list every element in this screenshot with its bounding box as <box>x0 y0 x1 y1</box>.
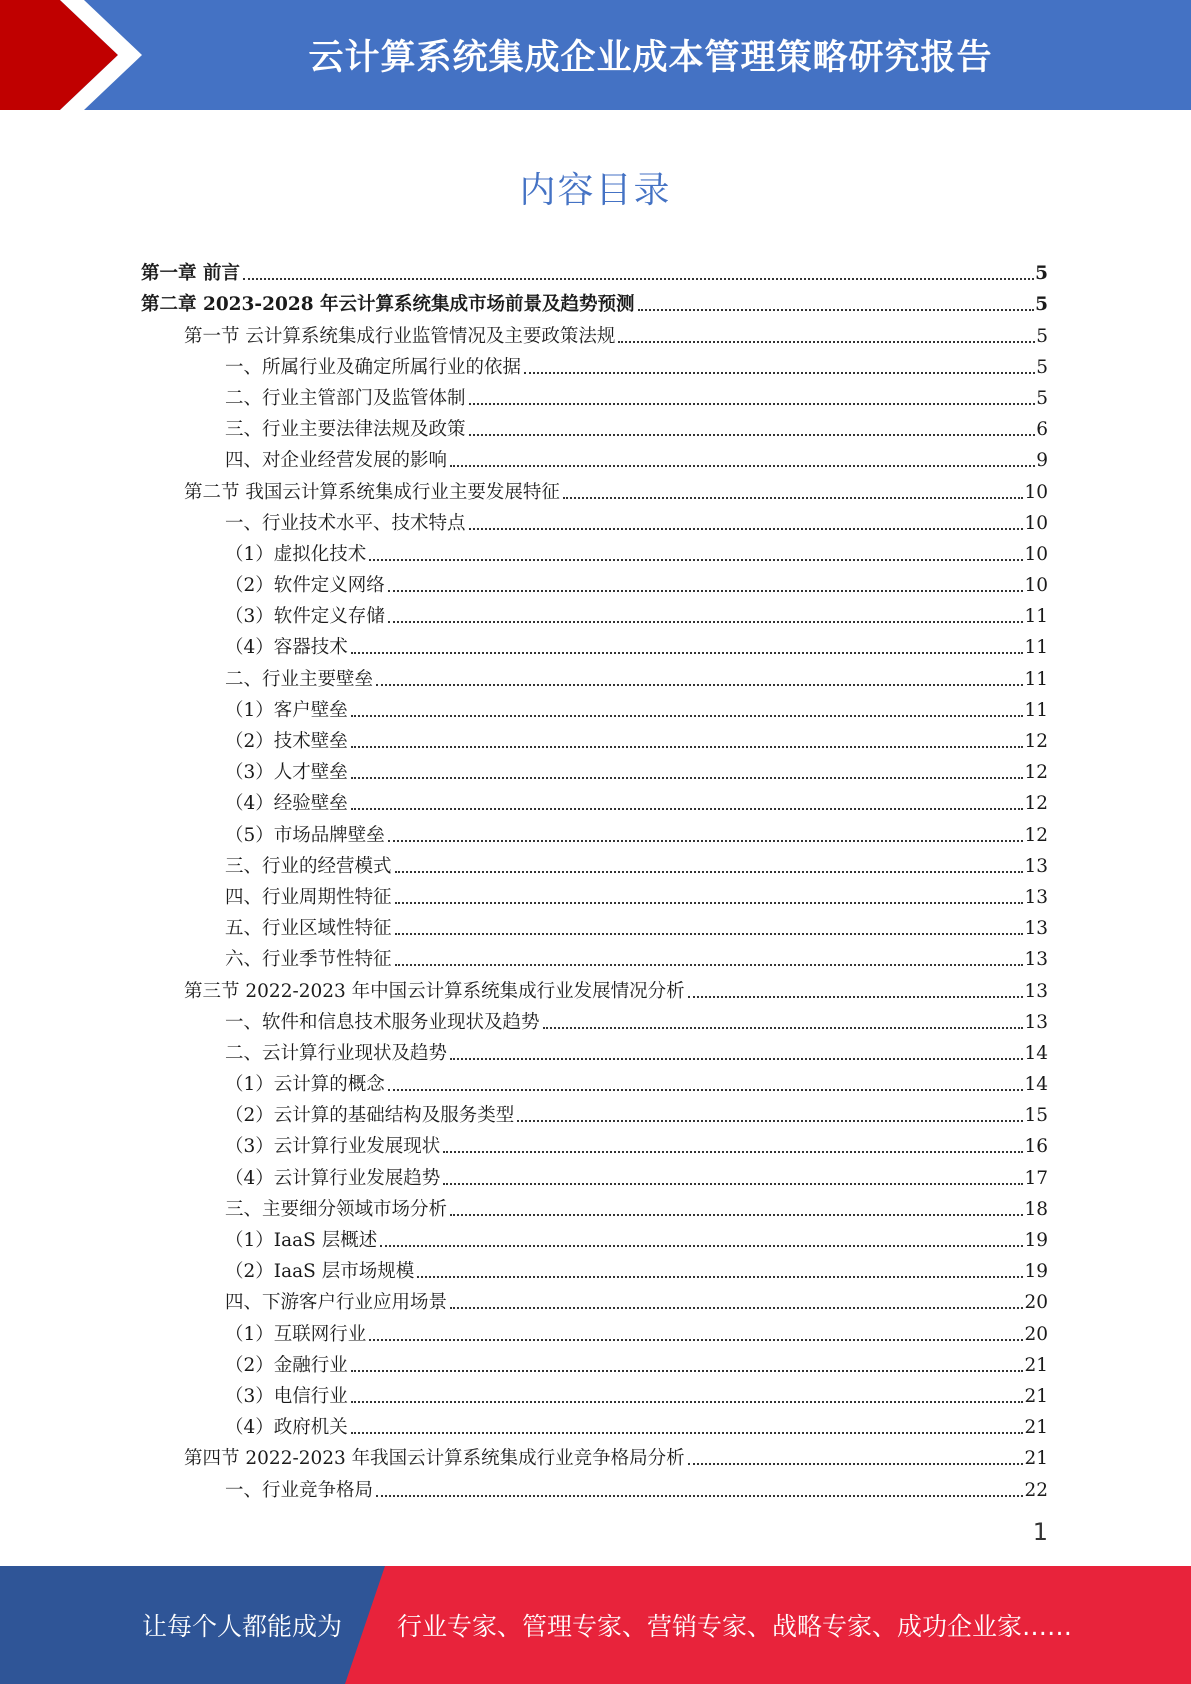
toc-entry-title: （2）IaaS 层市场规模 <box>225 1261 415 1283</box>
dot-leader <box>395 871 1024 873</box>
dot-leader <box>395 964 1024 966</box>
footer-slogan-right: 行业专家、管理专家、营销专家、战略专家、成功企业家…… <box>397 1612 1073 1641</box>
toc-entry[interactable] <box>141 1470 1048 1501</box>
dot-leader <box>688 1463 1024 1465</box>
toc-entry-page: 12 <box>1024 731 1048 752</box>
dot-leader <box>388 590 1024 592</box>
toc-entry-page: 19 <box>1024 1230 1048 1251</box>
toc-entry-title: （2）技术壁垒 <box>225 731 348 752</box>
toc-entry-page: 10 <box>1024 575 1048 597</box>
toc-entry-title: 一、行业竞争格局 <box>225 1479 374 1501</box>
toc-entry-title: （1）虚拟化技术 <box>225 543 367 565</box>
footer-banner <box>0 1566 1191 1684</box>
toc-entry-title: （5）市场品牌壁垒 <box>225 824 385 846</box>
toc-entry-title: 第二节 我国云计算系统集成行业主要发展特征 <box>184 481 560 503</box>
dot-leader <box>351 746 1024 748</box>
toc-entry-page: 5 <box>1036 356 1048 378</box>
dot-leader <box>351 1432 1024 1434</box>
toc-entry-title: 五、行业区域性特征 <box>225 918 392 940</box>
dot-leader <box>618 341 1035 343</box>
toc-entry-page: 5 <box>1035 294 1048 316</box>
toc-entry[interactable] <box>141 1003 1048 1034</box>
dot-leader <box>517 1120 1023 1122</box>
toc-entry[interactable] <box>141 410 1048 441</box>
dot-leader <box>351 777 1024 779</box>
toc-entry-title: 四、下游客户行业应用场景 <box>225 1292 448 1314</box>
toc-entry[interactable] <box>141 566 1048 597</box>
toc-entry[interactable] <box>141 1065 1048 1096</box>
toc-entry-title: 一、软件和信息技术服务业现状及趋势 <box>225 1011 540 1033</box>
toc-entry-page: 12 <box>1024 762 1048 784</box>
toc-entry-title: （2）金融行业 <box>225 1354 348 1376</box>
page-number: 1 <box>1032 1518 1048 1546</box>
toc-entry-title: 第一节 云计算系统集成行业监管情况及主要政策法规 <box>184 325 616 347</box>
dot-leader <box>388 840 1024 842</box>
dot-leader <box>469 434 1036 436</box>
toc-entry[interactable] <box>141 1034 1048 1065</box>
toc-entry[interactable] <box>141 1346 1048 1377</box>
toc-heading: 内容目录 <box>519 170 672 211</box>
toc-entry-page: 13 <box>1024 949 1048 971</box>
dot-leader <box>543 1027 1024 1029</box>
toc-entry-page: 19 <box>1024 1261 1048 1283</box>
arrow-chevron-icon <box>0 0 160 110</box>
toc-entry-title: （4）容器技术 <box>225 637 348 659</box>
toc-entry-title: 四、对企业经营发展的影响 <box>225 450 448 472</box>
toc-entry-page: 9 <box>1036 450 1048 472</box>
toc-entry[interactable] <box>141 535 1048 566</box>
dot-leader <box>243 278 1034 280</box>
dot-leader <box>450 1214 1023 1216</box>
toc-entry-title: （4）经验壁垒 <box>225 793 348 815</box>
toc-entry-page: 21 <box>1024 1417 1048 1439</box>
toc-entry[interactable] <box>141 1252 1048 1283</box>
toc-entry[interactable] <box>141 659 1048 690</box>
toc-entry-page: 13 <box>1024 980 1048 1002</box>
toc-entry-title: 一、所属行业及确定所属行业的依据 <box>225 356 522 378</box>
toc-entry-page: 20 <box>1024 1323 1048 1345</box>
dot-leader <box>469 403 1036 405</box>
toc-entry[interactable] <box>141 691 1048 722</box>
toc-entry-page: 10 <box>1024 512 1048 534</box>
table-of-contents <box>141 254 1048 1502</box>
toc-entry[interactable] <box>141 1221 1048 1252</box>
toc-entry[interactable] <box>141 1314 1048 1345</box>
dot-leader <box>351 1370 1024 1372</box>
toc-entry-page: 12 <box>1024 824 1048 846</box>
toc-entry[interactable] <box>141 1127 1048 1158</box>
toc-entry-title: 二、行业主要壁垒 <box>225 668 374 690</box>
toc-entry-page: 21 <box>1024 1354 1048 1376</box>
dot-leader <box>450 1058 1023 1060</box>
toc-entry-title: （4）政府机关 <box>225 1417 348 1439</box>
toc-entry-page: 12 <box>1024 793 1048 815</box>
toc-entry-page: 5 <box>1036 387 1048 409</box>
toc-entry[interactable] <box>141 784 1048 815</box>
toc-entry-page: 13 <box>1024 918 1048 940</box>
toc-entry[interactable] <box>141 285 1048 316</box>
toc-entry[interactable] <box>141 847 1048 878</box>
toc-entry[interactable] <box>141 1408 1048 1439</box>
toc-entry-page: 13 <box>1024 886 1048 908</box>
toc-entry-title: （1）互联网行业 <box>225 1323 367 1345</box>
toc-entry-title: （2）软件定义网络 <box>225 575 385 597</box>
dot-leader <box>395 933 1024 935</box>
toc-entry-title: 二、云计算行业现状及趋势 <box>225 1042 448 1064</box>
toc-entry[interactable] <box>141 348 1048 379</box>
toc-entry-page: 10 <box>1024 481 1048 503</box>
toc-entry-page: 16 <box>1024 1136 1048 1158</box>
toc-entry-title: （1）客户壁垒 <box>225 699 348 721</box>
toc-entry-page: 21 <box>1024 1385 1048 1407</box>
toc-entry[interactable] <box>141 1439 1048 1470</box>
toc-entry-title: （3）电信行业 <box>225 1385 348 1407</box>
dot-leader <box>351 1401 1024 1403</box>
dot-leader <box>469 528 1024 530</box>
toc-entry-page: 21 <box>1024 1448 1048 1470</box>
report-title: 云计算系统集成企业成本管理策略研究报告 <box>308 38 993 78</box>
toc-entry[interactable] <box>141 940 1048 971</box>
toc-entry[interactable] <box>141 909 1048 940</box>
toc-entry[interactable] <box>141 878 1048 909</box>
toc-entry-title: 三、主要细分领域市场分析 <box>225 1198 448 1220</box>
dot-leader <box>376 1495 1023 1497</box>
toc-entry-title: 三、行业的经营模式 <box>225 855 392 877</box>
dot-leader <box>563 497 1024 499</box>
dot-leader <box>417 1276 1023 1278</box>
toc-entry-page: 5 <box>1036 325 1048 347</box>
dot-leader <box>351 652 1024 654</box>
toc-entry-page: 6 <box>1036 419 1048 441</box>
toc-entry-title: （3）云计算行业发展现状 <box>225 1136 441 1158</box>
toc-entry-page: 22 <box>1024 1479 1048 1501</box>
dot-leader <box>450 1307 1023 1309</box>
toc-entry-title: （1）云计算的概念 <box>225 1074 385 1096</box>
toc-entry-page: 11 <box>1024 699 1048 721</box>
toc-entry-page: 14 <box>1024 1042 1048 1064</box>
toc-entry-title: （4）云计算行业发展趋势 <box>225 1167 441 1189</box>
toc-entry-title: 第四节 2022-2023 年我国云计算系统集成行业竞争格局分析 <box>184 1448 685 1470</box>
dot-leader <box>395 902 1024 904</box>
toc-entry-page: 11 <box>1024 637 1048 659</box>
toc-entry-title: 四、行业周期性特征 <box>225 886 392 908</box>
toc-entry-title: 第一章 前言 <box>141 263 240 285</box>
dot-leader <box>443 1183 1023 1185</box>
toc-entry-title: （1）IaaS 层概述 <box>225 1230 378 1251</box>
dot-leader <box>351 715 1024 717</box>
toc-entry-page: 13 <box>1024 855 1048 877</box>
toc-entry-title: 三、行业主要法律法规及政策 <box>225 419 466 441</box>
toc-entry-title: 第二章 2023-2028 年云计算系统集成市场前景及趋势预测 <box>141 294 635 316</box>
toc-entry-page: 5 <box>1035 263 1048 285</box>
toc-entry[interactable] <box>141 1096 1048 1127</box>
toc-entry[interactable] <box>141 1190 1048 1221</box>
toc-entry-title: （3）软件定义存储 <box>225 606 385 628</box>
dot-leader <box>351 808 1024 810</box>
header-banner <box>0 0 1191 110</box>
toc-entry-page: 14 <box>1024 1074 1048 1096</box>
toc-entry[interactable] <box>141 472 1048 503</box>
dot-leader <box>388 1089 1024 1091</box>
toc-entry[interactable] <box>141 1158 1048 1189</box>
toc-entry[interactable] <box>141 971 1048 1002</box>
toc-entry[interactable] <box>141 1283 1048 1314</box>
toc-entry-page: 18 <box>1024 1198 1048 1220</box>
dot-leader <box>443 1151 1023 1153</box>
toc-entry[interactable] <box>141 504 1048 535</box>
dot-leader <box>380 1245 1023 1247</box>
dot-leader <box>376 684 1023 686</box>
toc-entry[interactable] <box>141 597 1048 628</box>
toc-entry-page: 15 <box>1024 1105 1048 1127</box>
toc-entry-title: 二、行业主管部门及监管体制 <box>225 387 466 409</box>
toc-entry[interactable] <box>141 722 1048 753</box>
toc-entry-page: 11 <box>1024 668 1048 690</box>
toc-entry[interactable] <box>141 1377 1048 1408</box>
dot-leader <box>638 309 1035 311</box>
toc-entry-page: 11 <box>1024 606 1048 628</box>
toc-entry-title: 一、行业技术水平、技术特点 <box>225 512 466 534</box>
dot-leader <box>369 559 1023 561</box>
toc-entry-title: （3）人才壁垒 <box>225 762 348 784</box>
toc-entry-page: 13 <box>1024 1011 1048 1033</box>
toc-entry[interactable] <box>141 316 1048 347</box>
dot-leader <box>450 465 1035 467</box>
toc-entry-title: 六、行业季节性特征 <box>225 949 392 971</box>
footer-slogan-left: 让每个人都能成为 <box>142 1612 343 1641</box>
toc-entry-title: （2）云计算的基础结构及服务类型 <box>225 1105 515 1127</box>
toc-entry-title: 第三节 2022-2023 年中国云计算系统集成行业发展情况分析 <box>184 980 685 1002</box>
dot-leader <box>369 1339 1023 1341</box>
toc-entry[interactable] <box>141 815 1048 846</box>
toc-entry[interactable] <box>141 254 1048 285</box>
toc-entry-page: 20 <box>1024 1292 1048 1314</box>
dot-leader <box>524 372 1035 374</box>
toc-entry[interactable] <box>141 628 1048 659</box>
toc-entry[interactable] <box>141 753 1048 784</box>
toc-entry-page: 10 <box>1024 543 1048 565</box>
toc-entry[interactable] <box>141 441 1048 472</box>
dot-leader <box>388 621 1024 623</box>
dot-leader <box>688 996 1024 998</box>
toc-entry[interactable] <box>141 379 1048 410</box>
toc-entry-page: 17 <box>1024 1167 1048 1189</box>
